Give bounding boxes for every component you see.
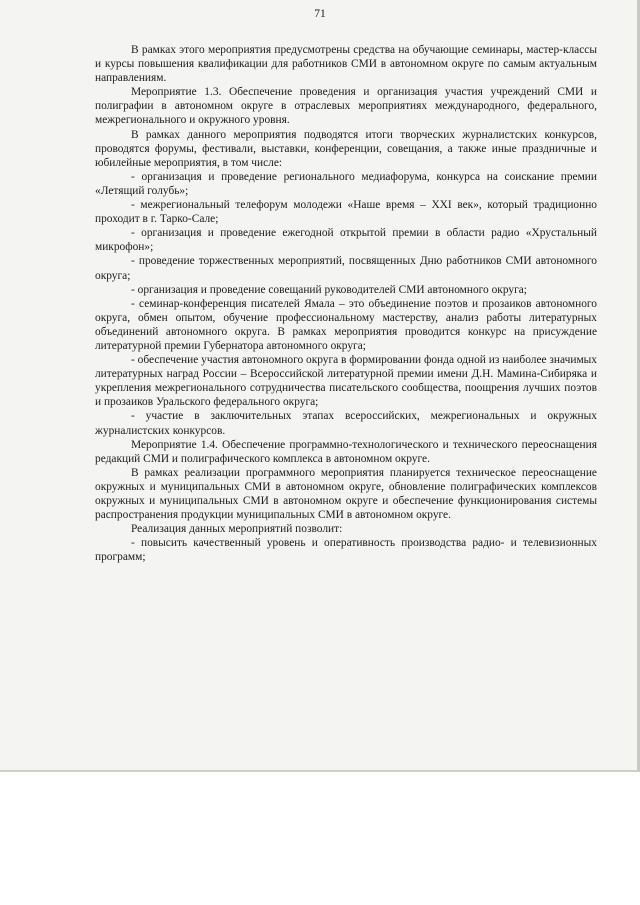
list-item: - межрегиональный телефорум молодежи «Наше время – XXI век», который традиционно проходит в г. Тарко-Сале;	[95, 199, 597, 226]
list-item: - проведение торжественных мероприятий, посвященных Дню работников СМИ автономного округа;	[95, 255, 597, 282]
list-item: - участие в заключительных этапах всероссийских, межрегиональных и окружных журналистских конкурсов.	[95, 410, 597, 437]
list-item: - организация и проведение ежегодной открытой премии в области радио «Хрустальный микрофон»;	[95, 227, 597, 254]
paragraph: Реализация данных мероприятий позволит:	[131, 523, 343, 536]
list-item: - семинар-конференция писателей Ямала – это объединение поэтов и прозаиков автономного округа, обмен опытом, обучение профессиональному мастерству, анализ работы литературных объединений автономного округа. В рамках мероприятия проводится конкурс на присуждение литературной премии Губернатора автономного округа;	[95, 297, 597, 352]
list-item: - обеспечение участия автономного округа в формировании фонда одной из наиболее значимых литературных наград России – Всероссийской литературной премии имени Д.Н. Мамина-Сибиряка и укрепления межрегионального сотрудничества писательского сообщества, поощрения лучших поэтов и прозаиков Уральского федерального округа;	[95, 354, 597, 409]
paragraph: Мероприятие 1.3. Обеспечение проведения и организация участия учреждений СМИ и полиграфии в автономном округе в отраслевых мероприятиях международного, федерального, межрегионального и окружного уровня.	[95, 86, 597, 127]
paragraph: В рамках данного мероприятия подводятся итоги творческих журналистских конкурсов, проводятся форумы, фестивали, выставки, конференции, совещания, а также иные праздничные и юбилейные мероприятия, в том числе:	[95, 128, 597, 169]
page-number: 71	[314, 8, 326, 20]
paragraph: В рамках этого мероприятия предусмотрены средства на обучающие семинары, мастер-классы и курсы повышения квалификации для работников СМИ в автономном округе по самым актуальным направлениям.	[95, 44, 597, 85]
paragraph: В рамках реализации программного мероприятия планируется техническое переоснащение окружных и муниципальных СМИ в автономном округе, обновление полиграфических комплексов окружных и муниципальных СМИ в автономном округе и обеспечение функционирования системы распространения продукции муниципальных СМИ в автономном округе.	[95, 466, 597, 522]
page-body	[95, 43, 597, 564]
list-item: - организация и проведение регионального медиафорума, конкурса на соискание премии «Летящий голубь»;	[95, 170, 597, 197]
paragraph: Мероприятие 1.4. Обеспечение программно-технологического и технического переоснащения редакций СМИ и полиграфического комплекса в автономном округе.	[95, 438, 597, 465]
list-item: - повысить качественный уровень и оперативность производства радио- и телевизионных программ;	[95, 537, 597, 564]
list-item: - организация и проведение совещаний руководителей СМИ автономного округа;	[131, 283, 527, 296]
